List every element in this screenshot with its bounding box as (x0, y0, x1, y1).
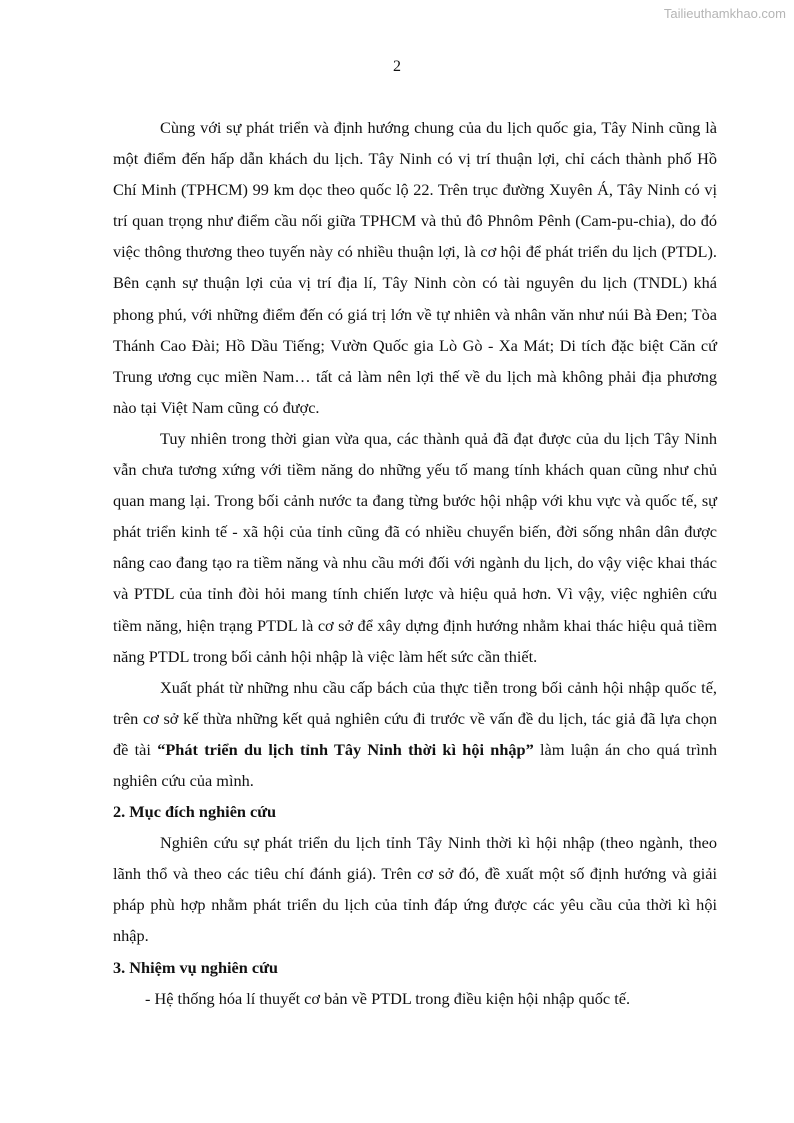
paragraph-3-after: làm luận án cho quá trình nghiên cứu của mình. (113, 739, 718, 790)
section-2-heading: 2. Mục đích nghiên cứu (113, 802, 277, 822)
paragraph-3 (113, 672, 717, 796)
paragraph-3-before: Xuất phát từ những nhu cầu cấp bách của thực tiễn trong bối cảnh hội nhập quốc tế, trên cơ sở kế thừa những kết quả nghiên cứu đi trước về vấn đề du lịch, tác giả đã lựa chọn đề tài (113, 677, 717, 759)
body-text (113, 112, 717, 1014)
section-2-text: Nghiên cứu sự phát triển du lịch tỉnh Tây Ninh thời kì hội nhập (theo ngành, theo lãnh thổ và theo các tiêu chí đánh giá). Trên cơ sở đó, đề xuất một số định hướng và giải pháp phù hợp nhằm phát triển du lịch của tỉnh đáp ứng được các yêu cầu của thời kì hội nhập. (113, 833, 717, 946)
paragraph-2: Tuy nhiên trong thời gian vừa qua, các thành quả đã đạt được của du lịch Tây Ninh vẫn chưa tương xứng với tiềm năng do những yếu tố mang tính khách quan cũng như chủ quan mang lại. Trong bối cảnh nước ta đang từng bước hội nhập với khu vực và quốc tế, sự phát triển kinh tế - xã hội của tỉnh cũng đã có nhiều chuyển biến, đời sống nhân dân được nâng cao đang tạo ra tiềm năng và nhu cầu mới đối với ngành du lịch, do vậy việc khai thác và PTDL của tỉnh đòi hỏi mang tính chiến lược và hiệu quả hơn. Vì vậy, việc nghiên cứu tiềm năng, hiện trạng PTDL là cơ sở để xây dựng định hướng nhằm khai thác hiệu quả tiềm năng PTDL trong bối cảnh hội nhập là việc làm hết sức cần thiết. (113, 428, 717, 666)
watermark: Tailieuthamkhao.com (663, 6, 786, 21)
paragraph-1: Cùng với sự phát triển và định hướng chung của du lịch quốc gia, Tây Ninh cũng là một điểm đến hấp dẫn khách du lịch. Tây Ninh có vị trí thuận lợi, chỉ cách thành phố Hồ Chí Minh (TPHCM) 99 km dọc theo quốc lộ 22. Trên trục đường Xuyên Á, Tây Ninh có vị trí quan trọng như điểm cầu nối giữa TPHCM và thủ đô Phnôm Pênh (Cam-pu-chia), do đó việc thông thương theo tuyến này có nhiều thuận lợi, là cơ hội để phát triển du lịch (PTDL). Bên cạnh sự thuận lợi của vị trí địa lí, Tây Ninh còn có tài nguyên du lịch (TNDL) khá phong phú, với những điểm đến có giá trị lớn về tự nhiên và nhân văn như núi Bà Đen; Tòa Thánh Cao Đài; Hồ Dầu Tiếng; Vườn Quốc gia Lò Gò - Xa Mát; Di tích đặc biệt Căn cứ Trung ương cục miền Nam… tất cả làm nên lợi thế về du lịch mà không phải địa phương nào tại Việt Nam cũng có được. (113, 118, 717, 417)
section-3-bullet: - Hệ thống hóa lí thuyết cơ bản về PTDL trong điều kiện hội nhập quốc tế. (145, 988, 631, 1008)
thesis-title: “Phát triển du lịch tỉnh Tây Ninh thời kì hội nhập” (157, 739, 534, 759)
page-number: 2 (393, 58, 401, 75)
section-3-heading: 3. Nhiệm vụ nghiên cứu (113, 957, 278, 977)
